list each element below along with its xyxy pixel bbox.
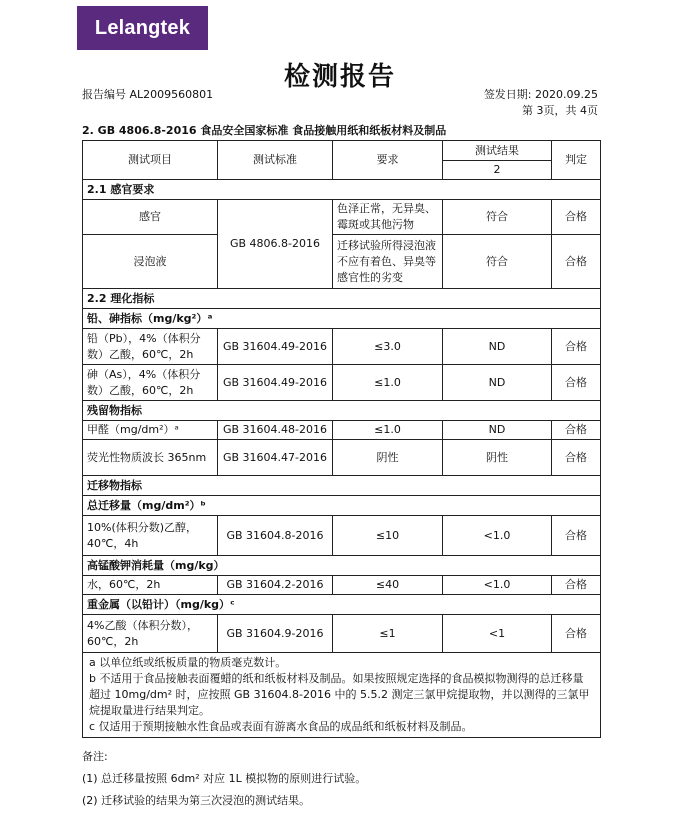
table-row: [83, 576, 601, 595]
row-total-migration-judgement: 合格: [552, 516, 601, 556]
row-formaldehyde-item: 甲醛（mg/dm²）ᵃ: [83, 421, 218, 440]
row-arsenic-result: ND: [443, 365, 552, 401]
group-row: [83, 476, 601, 496]
header-requirement: 要求: [333, 141, 443, 180]
row-kmno4-judgement: 合格: [552, 576, 601, 595]
row-soak-item: 浸泡液: [83, 235, 218, 289]
row-kmno4-requirement: ≤40: [333, 576, 443, 595]
row-total-migration-standard: GB 31604.8-2016: [218, 516, 333, 556]
header-item: 测试项目: [83, 141, 218, 180]
group-heavy-metal: 重金属（以铅计）（mg/kg）ᶜ: [83, 595, 601, 615]
notes-row: [83, 653, 601, 738]
row-arsenic-judgement: 合格: [552, 365, 601, 401]
row-total-migration-result: <1.0: [443, 516, 552, 556]
row-soak-result: 符合: [443, 235, 552, 289]
group-residue: 残留物指标: [83, 401, 601, 421]
remark-item-1: (1) 总迁移量按照 6dm² 对应 1L 模拟物的原则进行试验。: [82, 772, 367, 785]
table-row: [83, 365, 601, 401]
row-formaldehyde-result: ND: [443, 421, 552, 440]
group-migration: 迁移物指标: [83, 476, 601, 496]
row-heavy-metal-result: <1: [443, 615, 552, 653]
row-lead-judgement: 合格: [552, 329, 601, 365]
header-judgement: 判定: [552, 141, 601, 180]
row-fluorescent-requirement: 阴性: [333, 440, 443, 476]
row-formaldehyde-requirement: ≤1.0: [333, 421, 443, 440]
group-row: [83, 401, 601, 421]
row-heavy-metal-requirement: ≤1: [333, 615, 443, 653]
row-kmno4-standard: GB 31604.2-2016: [218, 576, 333, 595]
note-b: b 不适用于食品接触表面覆蜡的纸和纸板材料及制品。如果按照规定选择的食品模拟物测得的总迁移量超过 10mg/dm² 时，应按照 GB 31604.8-2016 中的 5.5.2 测定三氯甲烷提取物，并以测得的三氯甲烷提取量进行结果判定。: [89, 672, 590, 717]
group-total-migration: 总迁移量（mg/dm²）ᵇ: [83, 496, 601, 516]
table-row: [83, 235, 601, 289]
row-soak-judgement: 合格: [552, 235, 601, 289]
group-kmno4: 高锰酸钾消耗量（mg/kg）: [83, 556, 601, 576]
group-row: [83, 289, 601, 309]
header-result: 测试结果: [443, 141, 552, 161]
header-result-number: 2: [443, 161, 552, 180]
row-arsenic-standard: GB 31604.49-2016: [218, 365, 333, 401]
row-arsenic-item: 砷（As），4%（体积分数）乙酸，60℃，2h: [83, 365, 218, 401]
group-row: [83, 309, 601, 329]
row-sensory-judgement: 合格: [552, 200, 601, 235]
remarks-label: 备注:: [82, 750, 108, 763]
table-notes: [83, 653, 601, 738]
note-a: a 以单位纸或纸板质量的物质毫克数计。: [89, 656, 287, 669]
group-physchem: 2.2 理化指标: [83, 289, 601, 309]
row-lead-requirement: ≤3.0: [333, 329, 443, 365]
row-lead-item: 铅（Pb），4%（体积分数）乙酸，60℃，2h: [83, 329, 218, 365]
row-total-migration-item: 10%(体积分数)乙醇，40℃，4h: [83, 516, 218, 556]
row-formaldehyde-standard: GB 31604.48-2016: [218, 421, 333, 440]
row-total-migration-requirement: ≤10: [333, 516, 443, 556]
row-fluorescent-item: 荧光性物质波长 365nm: [83, 440, 218, 476]
header-standard: 测试标准: [218, 141, 333, 180]
row-heavy-metal-item: 4%乙酸（体积分数），60℃，2h: [83, 615, 218, 653]
row-sensory-standard: GB 4806.8-2016: [218, 200, 333, 289]
row-kmno4-item: 水，60℃，2h: [83, 576, 218, 595]
table-header-row: [83, 141, 601, 161]
report-number: 报告编号 AL2009560801: [82, 88, 214, 101]
group-row: [83, 180, 601, 200]
row-sensory-item: 感官: [83, 200, 218, 235]
row-kmno4-result: <1.0: [443, 576, 552, 595]
table-row: [83, 329, 601, 365]
sign-date: 签发日期: 2020.09.25: [483, 88, 598, 101]
remark-item-2: (2) 迁移试验的结果为第三次浸泡的测试结果。: [82, 794, 311, 807]
page-title: 检测报告: [283, 62, 396, 92]
group-sensory: 2.1 感官要求: [83, 180, 601, 200]
group-row: [83, 595, 601, 615]
group-lead-arsenic: 铅、砷指标（mg/kg²）ᵃ: [83, 309, 601, 329]
row-fluorescent-result: 阴性: [443, 440, 552, 476]
page-info: 第 3页，共 4页: [522, 104, 598, 117]
row-heavy-metal-judgement: 合格: [552, 615, 601, 653]
row-soak-requirement: 迁移试验所得浸泡液不应有着色、异臭等感官性的劣变: [333, 235, 443, 289]
row-formaldehyde-judgement: 合格: [552, 421, 601, 440]
row-heavy-metal-standard: GB 31604.9-2016: [218, 615, 333, 653]
row-sensory-result: 符合: [443, 200, 552, 235]
row-arsenic-requirement: ≤1.0: [333, 365, 443, 401]
table-row: [83, 516, 601, 556]
row-fluorescent-judgement: 合格: [552, 440, 601, 476]
row-sensory-requirement: 色泽正常，无异臭、霉斑或其他污物: [333, 200, 443, 235]
group-row: [83, 496, 601, 516]
row-lead-result: ND: [443, 329, 552, 365]
table-row: [83, 440, 601, 476]
table-row: [83, 200, 601, 235]
row-fluorescent-standard: GB 31604.47-2016: [218, 440, 333, 476]
section-title: 2. GB 4806.8-2016 食品安全国家标准 食品接触用纸和纸板材料及制品: [82, 124, 447, 137]
table-row: [83, 615, 601, 653]
company-logo: Lelangtek: [77, 6, 208, 50]
test-results-table: [82, 140, 601, 738]
table-row: [83, 421, 601, 440]
row-lead-standard: GB 31604.49-2016: [218, 329, 333, 365]
group-row: [83, 556, 601, 576]
note-c: c 仅适用于预期接触水性食品或表面有游离水食品的成品纸和纸板材料及制品。: [89, 720, 473, 733]
